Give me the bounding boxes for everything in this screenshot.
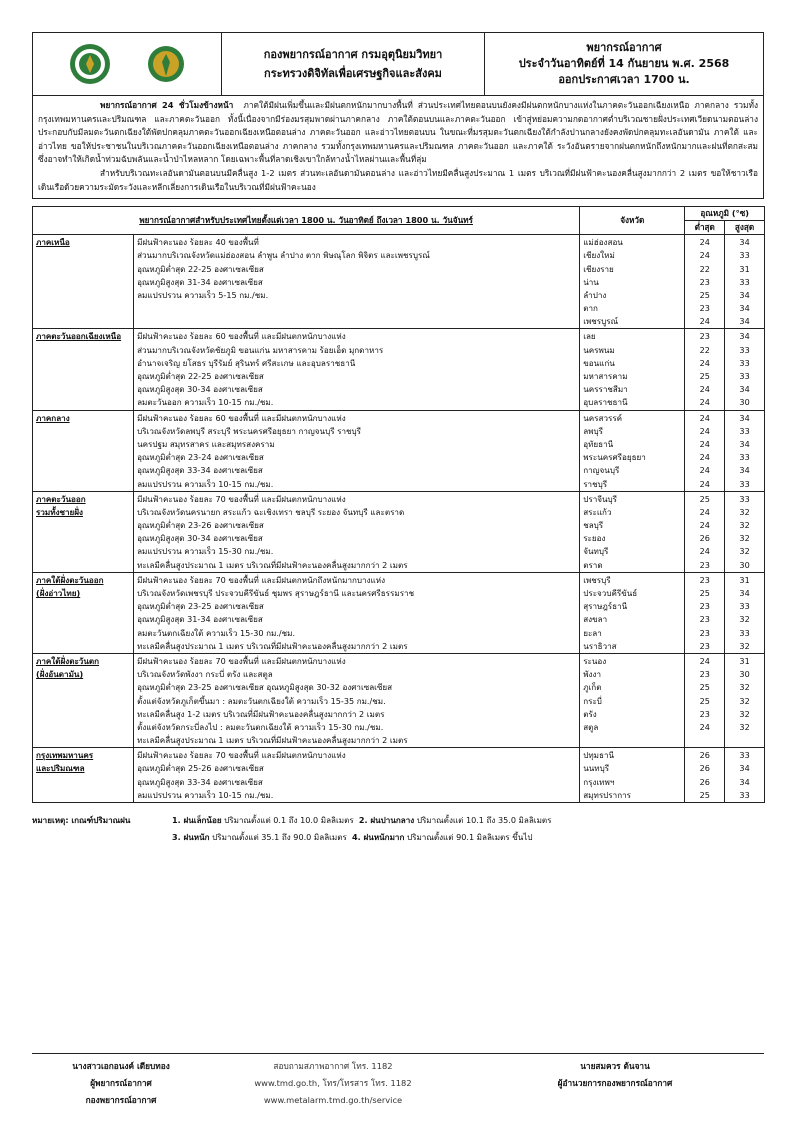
province-name: พระนครศรีอยุธยา (583, 452, 646, 463)
region-detail-line: ทะเลมีคลื่นสูง 1-2 เมตร บริเวณที่มีฝนฟ้าคะนองคลื่นสูงมากกว่า 2 เมตร (137, 708, 385, 719)
min-temp: 26 (699, 763, 710, 774)
footer-forecaster (36, 1058, 206, 1109)
min-temp: 23 (699, 669, 710, 680)
rain-note-items (172, 812, 552, 846)
region-name (33, 329, 134, 410)
min-temp: 24 (699, 397, 710, 408)
region-name-line: และปริมณฑล (36, 763, 85, 774)
province-list (580, 235, 685, 329)
header-max: สูงสุด (725, 221, 765, 235)
province-name: มหาสารคาม (583, 371, 628, 382)
forecast-table (32, 206, 765, 803)
max-temp: 33 (739, 452, 750, 463)
region-detail-line: ลมแปรปรวน ความเร็ว 15-30 กม./ชม. (137, 546, 274, 557)
region-detail-line: มีฝนฟ้าคะนอง ร้อยละ 60 ของพื้นที่ และมีฝนตกหนักบางแห่ง (137, 331, 346, 342)
max-temp: 33 (739, 601, 750, 612)
province-name: จันทบุรี (583, 546, 609, 557)
region-name-line: ภาคใต้ฝั่งตะวันตก (36, 655, 100, 666)
province-name: อุทัยธานี (583, 438, 614, 449)
rain-desc-4: ปริมาณตั้งแต่ 90.1 มิลลิเมตร ขึ้นไป (406, 832, 533, 843)
region-name-line: ภาคใต้ฝั่งตะวันออก (36, 574, 104, 585)
min-temp: 25 (699, 695, 710, 706)
max-temp: 30 (739, 397, 750, 408)
region-detail-line: ทะเลมีคลื่นสูงประมาณ 1 เมตร บริเวณที่มีฝนฟ้าคะนองคลื่นสูงมากกว่า 2 เมตร (137, 640, 408, 651)
min-temp: 24 (699, 425, 710, 436)
summary-lead: พยากรณ์อากาศ 24 ชั่วโมงข้างหน้า (100, 100, 234, 110)
max-temp: 32 (739, 640, 750, 651)
region-detail-line: ตั้งแต่จังหวัดกระบี่ลงไป : ลมตะวันตกเฉียงใต้ ความเร็ว 15-30 กม./ชม. (137, 721, 384, 732)
region-detail-line: มีฝนฟ้าคะนอง ร้อยละ 60 ของพื้นที่ และมีฝนตกหนักบางแห่ง (137, 412, 346, 423)
region-detail-line: ตั้งแต่จังหวัดภูเก็ตขึ้นมา : ลมตะวันตกเฉียงใต้ ความเร็ว 15-35 กม./ชม. (137, 695, 386, 706)
max-temp: 31 (739, 655, 750, 666)
max-temp-list (725, 653, 765, 747)
rain-desc-3: ปริมาณตั้งแต่ 35.1 ถึง 90.0 มิลลิเมตร (212, 832, 347, 843)
region-detail-line: ลมตะวันตกเฉียงใต้ ความเร็ว 15-30 กม./ชม. (137, 627, 296, 638)
rain-note (32, 812, 764, 846)
min-temp: 23 (699, 614, 710, 625)
min-temp: 24 (699, 520, 710, 531)
province-name: ขอนแก่น (583, 357, 615, 368)
region-row (33, 235, 765, 329)
province-name: ยะลา (583, 627, 602, 638)
region-detail-line: อุณหภูมิต่ำสุด 22-25 องศาเซลเซียส (137, 371, 264, 382)
province-name: พังงา (583, 669, 601, 680)
contact-phone: สอบถามสภาพอากาศ โทร. 1182 (273, 1061, 393, 1071)
min-temp: 25 (699, 789, 710, 800)
region-name-line: ภาคตะวันออก (36, 493, 86, 504)
director-role: ผู้อำนวยการกองพยากรณ์อากาศ (557, 1078, 673, 1088)
min-temp-list (685, 653, 725, 747)
province-name: นครพนม (583, 344, 615, 355)
max-temp-list (725, 410, 765, 491)
forecast-page (32, 32, 764, 846)
province-name: ชลบุรี (583, 520, 604, 531)
min-temp: 25 (699, 682, 710, 693)
header-province: จังหวัด (580, 207, 685, 235)
province-name: อุบลราชธานี (583, 397, 628, 408)
max-temp: 34 (739, 384, 750, 395)
max-temp: 33 (739, 425, 750, 436)
province-name: กรุงเทพฯ (583, 776, 615, 787)
min-temp-list (685, 491, 725, 572)
region-row (33, 410, 765, 491)
region-detail-line: อุณหภูมิสูงสุด 31-34 องศาเซลเซียส (137, 276, 263, 287)
max-temp: 34 (739, 588, 750, 599)
province-name: แม่ฮ่องสอน (583, 237, 623, 248)
max-temp: 34 (739, 438, 750, 449)
region-details (134, 748, 580, 803)
max-temp: 33 (739, 478, 750, 489)
mdes-logo-icon (146, 42, 186, 86)
region-name-line: ภาคเหนือ (36, 237, 70, 248)
province-name: ตาก (583, 303, 598, 314)
min-temp: 25 (699, 493, 710, 504)
max-temp: 30 (739, 669, 750, 680)
region-detail-line: อำนาจเจริญ ยโสธร บุรีรัมย์ สุรินทร์ ศรีสะเกษ และอุบลราชธานี (137, 357, 356, 368)
region-name (33, 748, 134, 803)
min-temp: 26 (699, 750, 710, 761)
forecast-date: ประจำวันอาทิตย์ที่ 14 กันยายน พ.ศ. 2568 (518, 57, 730, 70)
province-name: ประจวบคีรีขันธ์ (583, 588, 638, 599)
min-temp: 25 (699, 289, 710, 300)
header-temperature: อุณหภูมิ (°ซ) (685, 207, 765, 221)
min-temp: 23 (699, 627, 710, 638)
province-list (580, 653, 685, 747)
min-temp-list (685, 235, 725, 329)
max-temp: 34 (739, 289, 750, 300)
min-temp: 23 (699, 708, 710, 719)
region-detail-line: บริเวณจังหวัดนครนายก สระแก้ว ฉะเชิงเทรา ชลบุรี ระยอง จันทบุรี และตราด (137, 506, 405, 517)
region-name (33, 653, 134, 747)
forecaster-role: ผู้พยากรณ์อากาศ (90, 1078, 152, 1088)
min-temp: 24 (699, 478, 710, 489)
footer-divider (32, 1053, 764, 1054)
rain-term-4: 4. ฝนหนักมาก (352, 832, 405, 843)
region-row (33, 748, 765, 803)
province-name: ราชบุรี (583, 478, 608, 489)
max-temp: 32 (739, 695, 750, 706)
max-temp: 33 (739, 276, 750, 287)
rain-note-label: หมายเหตุ: เกณฑ์ปริมาณฝน (32, 815, 131, 826)
max-temp: 33 (739, 344, 750, 355)
region-name-line: รวมทั้งชายฝั่ง (36, 506, 83, 517)
region-detail-line: อุณหภูมิต่ำสุด 25-26 องศาเซลเซียส (137, 763, 264, 774)
province-name: นครสวรรค์ (583, 412, 623, 423)
region-detail-line: อุณหภูมิต่ำสุด 23-25 องศาเซลเซียส (137, 601, 264, 612)
region-details (134, 329, 580, 410)
province-name: ระนอง (583, 655, 607, 666)
org-line2: กระทรวงดิจิทัลเพื่อเศรษฐกิจและสังคม (264, 67, 442, 80)
org-line1: กองพยากรณ์อากาศ กรมอุตุนิยมวิทยา (263, 48, 443, 61)
max-temp: 33 (739, 371, 750, 382)
min-temp: 23 (699, 574, 710, 585)
region-detail-line: อุณหภูมิสูงสุด 30-34 องศาเซลเซียส (137, 533, 263, 544)
min-temp: 23 (699, 331, 710, 342)
max-temp: 34 (739, 331, 750, 342)
director-name: นายสมควร ต้นจาน (580, 1061, 650, 1071)
rain-term-2: 2. ฝนปานกลาง (358, 815, 415, 826)
min-temp: 24 (699, 316, 710, 327)
min-temp-list (685, 572, 725, 653)
header-forecast: พยากรณ์อากาศสำหรับประเทศไทยตั้งแต่เวลา 1800 น. วันอาทิตย์ ถึงเวลา 1800 น. วันจันทร์ (33, 207, 580, 235)
header-min: ต่ำสุด (685, 221, 725, 235)
province-name: ลำปาง (583, 289, 607, 300)
min-temp: 22 (699, 344, 710, 355)
forecast-summary (32, 96, 764, 199)
min-temp: 23 (699, 276, 710, 287)
province-name: นราธิวาส (583, 640, 617, 651)
max-temp: 32 (739, 708, 750, 719)
max-temp: 32 (739, 520, 750, 531)
region-name-line: กรุงเทพมหานคร (36, 750, 94, 761)
region-detail-line: อุณหภูมิสูงสุด 33-34 องศาเซลเซียส (137, 776, 263, 787)
region-detail-line: มีฝนฟ้าคะนอง ร้อยละ 70 ของพื้นที่ และมีฝนตกหนักถึงหนักมากบางแห่ง (137, 574, 386, 585)
province-name: สตูล (583, 721, 599, 732)
region-detail-line: มีฝนฟ้าคะนอง ร้อยละ 40 ของพื้นที่ (137, 237, 259, 248)
max-temp: 32 (739, 546, 750, 557)
summary-para2: สำหรับบริเวณทะเลอันดามันตอนบนมีคลื่นสูง 1-2 เมตร ส่วนทะเลอันดามันตอนล่าง และอ่าวไทยมีคลื่นสูงประมาณ 1 เมตร บริเวณที่มีฝนฟ้าคะนองคลื่นสูงมากกว่า 2 เมตร ขอให้ชาวเรือเดินเรือด้วยความระมัดระวังและหลีกเลี่ยงการเดินเรือในบริเวณที่มีฝนฟ้าคะนอง (38, 167, 758, 192)
region-detail-line: ลมแปรปรวน ความเร็ว 5-15 กม./ชม. (137, 289, 269, 300)
min-temp: 23 (699, 559, 710, 570)
region-detail-line: อุณหภูมิต่ำสุด 23-24 องศาเซลเซียส (137, 452, 264, 463)
contact-service-link[interactable]: www.metalarm.tmd.go.th/service (263, 1095, 403, 1105)
region-detail-line: ทะเลมีคลื่นสูงประมาณ 1 เมตร บริเวณที่มีฝนฟ้าคะนองคลื่นสูงมากกว่า 2 เมตร (137, 735, 408, 746)
province-list (580, 491, 685, 572)
province-name: นครราชสีมา (583, 384, 628, 395)
min-temp: 24 (699, 655, 710, 666)
max-temp: 34 (739, 465, 750, 476)
province-name: ภูเก็ต (583, 682, 602, 693)
max-temp: 34 (739, 303, 750, 314)
summary-para1: ภาคใต้มีฝนเพิ่มขึ้นและมีฝนตกหนักมากบางพื้นที่ ส่วนประเทศไทยตอนบนยังคงมีฝนตกหนักบางแห่งในภาคตะวันออกเฉียงเหนือ ภาคกลาง รวมทั้งกรุงเทพมหานครและปริมณฑล และภาคตะวันออก ทั้งนี้เนื่องจากมีร่องมรสุมพาดผ่านภาคกลาง ภาคใต้ตอนบนและภาคตะวันออก เข้าสู่หย่อมความกดอากาศต่ำบริเวณชายฝั่งประเทศเวียดนามตอนล่าง ประกอบกับมีลมตะวันตกเฉียงใต้พัดปกคลุมภาคตะวันออกเฉียงเหนือตอนล่าง ภาคตะวันออก และอ่าวไทยตอนบน ในขณะที่มรสุมตะวันตกเฉียงใต้กำลังปานกลางยังคงพัดปกคลุมทะเลอันดามัน ภาคใต้ และอ่าวไทย ขอให้ประชาชนในบริเวณภาคตะวันออกเฉียงเหนือตอนล่าง ภาคกลาง รวมทั้งกรุงเทพมหานครและปริมณฑล ภาคตะวันออก และภาคใต้ ระวังอันตรายจากฝนตกหนักถึงหนักมากและฝนที่ตกสะสมซึ่งอาจทำให้เกิดน้ำท่วมฉับพลันและน้ำป่าไหลหลาก โดยเฉพาะพื้นที่ลาดเชิงเขาใกล้ทางน้ำไหลผ่านและพื้นที่ลุ่ม (38, 100, 758, 165)
min-temp: 24 (699, 721, 710, 732)
region-detail-line: อุณหภูมิต่ำสุด 23-25 องศาเซลเซียส อุณหภูมิสูงสุด 30-32 องศาเซลเซียส (137, 682, 393, 693)
max-temp: 33 (739, 250, 750, 261)
min-temp: 25 (699, 371, 710, 382)
region-detail-line: บริเวณจังหวัดพังงา กระบี่ ตรัง และสตูล (137, 669, 273, 680)
org-block (222, 33, 485, 95)
region-detail-line: ลมตะวันออก ความเร็ว 10-15 กม./ชม. (137, 397, 274, 408)
min-temp: 25 (699, 588, 710, 599)
max-temp: 34 (739, 763, 750, 774)
max-temp-list (725, 748, 765, 803)
forecaster-unit: กองพยากรณ์อากาศ (85, 1095, 157, 1105)
province-name: เพชรบุรี (583, 574, 611, 585)
region-details (134, 235, 580, 329)
max-temp: 34 (739, 237, 750, 248)
region-name (33, 235, 134, 329)
province-name: กาญจนบุรี (583, 465, 620, 476)
max-temp: 32 (739, 614, 750, 625)
logo-group (33, 33, 222, 95)
forecast-issued: ออกประกาศเวลา 1700 น. (558, 73, 690, 86)
region-detail-line: นครปฐม สมุทรสาคร และสมุทรสงคราม (137, 438, 275, 449)
province-name: สุราษฎร์ธานี (583, 601, 628, 612)
min-temp: 24 (699, 546, 710, 557)
max-temp: 33 (739, 789, 750, 800)
min-temp-list (685, 748, 725, 803)
region-detail-line: อุณหภูมิสูงสุด 31-34 องศาเซลเซียส (137, 614, 263, 625)
rain-term-1: 1. ฝนเล็กน้อย (172, 815, 222, 826)
region-row (33, 491, 765, 572)
min-temp: 23 (699, 601, 710, 612)
rain-desc-1: ปริมาณตั้งแต่ 0.1 ถึง 10.0 มิลลิเมตร (224, 815, 354, 826)
forecast-table-body (33, 235, 765, 803)
header (32, 32, 764, 96)
region-name-line: ภาคตะวันออกเฉียงเหนือ (36, 331, 122, 342)
min-temp: 24 (699, 250, 710, 261)
min-temp-list (685, 329, 725, 410)
region-detail-line: มีฝนฟ้าคะนอง ร้อยละ 70 ของพื้นที่ และมีฝนตกหนักบางแห่ง (137, 655, 346, 666)
max-temp: 33 (739, 357, 750, 368)
province-name: สระแก้ว (583, 506, 612, 517)
province-name: ตรัง (583, 708, 597, 719)
max-temp: 34 (739, 316, 750, 327)
region-detail-line: ทะเลมีคลื่นสูงประมาณ 1 เมตร บริเวณที่มีฝนฟ้าคะนองคลื่นสูงมากกว่า 2 เมตร (137, 559, 408, 570)
min-temp: 24 (699, 465, 710, 476)
region-detail-line: ลมแปรปรวน ความเร็ว 10-15 กม./ชม. (137, 789, 274, 800)
province-name: นนทบุรี (583, 763, 610, 774)
max-temp: 33 (739, 493, 750, 504)
min-temp-list (685, 410, 725, 491)
tmd-logo-icon (68, 42, 112, 86)
rain-term-3: 3. ฝนหนัก (172, 832, 210, 843)
max-temp: 32 (739, 682, 750, 693)
region-name (33, 491, 134, 572)
forecast-title-block (485, 33, 763, 95)
province-list (580, 748, 685, 803)
contact-website[interactable]: www.tmd.go.th, โทร/โทรสาร โทร. 1182 (254, 1078, 412, 1088)
forecaster-name: นางสาวเอกอนงค์ เดียบทอง (72, 1061, 170, 1071)
region-name-line: ภาคกลาง (36, 412, 70, 423)
max-temp: 32 (739, 721, 750, 732)
max-temp: 31 (739, 574, 750, 585)
region-detail-line: อุณหภูมิสูงสุด 33-34 องศาเซลเซียส (137, 465, 263, 476)
region-row (33, 653, 765, 747)
province-name: เชียงใหม่ (583, 250, 615, 261)
province-name: สงขลา (583, 614, 608, 625)
region-detail-line: ส่วนมากบริเวณจังหวัดแม่ฮ่องสอน ลำพูน ลำปาง ตาก พิษณุโลก พิจิตร และเพชรบูรณ์ (137, 250, 430, 261)
province-name: กระบี่ (583, 695, 602, 706)
region-detail-line: ส่วนมากบริเวณจังหวัดชัยภูมิ ขอนแก่น มหาสารคาม ร้อยเอ็ด มุกดาหาร (137, 344, 384, 355)
region-detail-line: อุณหภูมิต่ำสุด 23-26 องศาเซลเซียส (137, 520, 264, 531)
max-temp: 31 (739, 263, 750, 274)
region-details (134, 653, 580, 747)
region-name-line: (ฝั่งอันดามัน) (36, 669, 84, 680)
min-temp: 24 (699, 384, 710, 395)
min-temp: 24 (699, 452, 710, 463)
region-detail-line: อุณหภูมิสูงสุด 30-34 องศาเซลเซียส (137, 384, 263, 395)
min-temp: 23 (699, 303, 710, 314)
province-name: ปทุมธานี (583, 750, 615, 761)
min-temp: 24 (699, 412, 710, 423)
region-details (134, 572, 580, 653)
min-temp: 24 (699, 506, 710, 517)
footer-contact (218, 1058, 448, 1109)
min-temp: 26 (699, 533, 710, 544)
footer-director (500, 1058, 730, 1092)
region-detail-line: บริเวณจังหวัดลพบุรี สระบุรี พระนครศรีอยุธยา กาญจนบุรี ราชบุรี (137, 425, 362, 436)
region-name (33, 572, 134, 653)
forecast-title: พยากรณ์อากาศ (586, 41, 662, 54)
province-name: ลพบุรี (583, 425, 603, 436)
min-temp: 22 (699, 263, 710, 274)
province-list (580, 572, 685, 653)
province-name: ตราด (583, 559, 603, 570)
province-name: ระยอง (583, 533, 606, 544)
max-temp-list (725, 491, 765, 572)
region-details (134, 491, 580, 572)
region-details (134, 410, 580, 491)
max-temp-list (725, 235, 765, 329)
max-temp-list (725, 572, 765, 653)
max-temp: 34 (739, 776, 750, 787)
province-name: สมุทรปราการ (583, 789, 631, 800)
region-name-line: (ฝั่งอ่าวไทย) (36, 588, 81, 599)
region-detail-line: ลมแปรปรวน ความเร็ว 10-15 กม./ชม. (137, 478, 274, 489)
region-detail-line: บริเวณจังหวัดเพชรบุรี ประจวบคีรีขันธ์ ชุมพร สุราษฎร์ธานี และนครศรีธรรมราช (137, 588, 415, 599)
min-temp: 26 (699, 776, 710, 787)
max-temp: 33 (739, 750, 750, 761)
region-detail-line: มีฝนฟ้าคะนอง ร้อยละ 70 ของพื้นที่ และมีฝนตกหนักบางแห่ง (137, 493, 346, 504)
province-name: น่าน (583, 276, 599, 287)
min-temp: 24 (699, 357, 710, 368)
max-temp-list (725, 329, 765, 410)
region-detail-line: มีฝนฟ้าคะนอง ร้อยละ 70 ของพื้นที่ และมีฝนตกหนักบางแห่ง (137, 750, 346, 761)
min-temp: 24 (699, 237, 710, 248)
province-name: เชียงราย (583, 263, 614, 274)
region-detail-line: อุณหภูมิต่ำสุด 22-25 องศาเซลเซียส (137, 263, 264, 274)
max-temp: 33 (739, 627, 750, 638)
min-temp: 23 (699, 640, 710, 651)
max-temp: 34 (739, 412, 750, 423)
min-temp: 24 (699, 438, 710, 449)
province-name: ปราจีนบุรี (583, 493, 617, 504)
max-temp: 32 (739, 533, 750, 544)
province-name: เพชรบูรณ์ (583, 316, 619, 327)
region-name (33, 410, 134, 491)
rain-desc-2: ปริมาณตั้งแต่ 10.1 ถึง 35.0 มิลลิเมตร (416, 815, 552, 826)
region-row (33, 329, 765, 410)
max-temp: 32 (739, 506, 750, 517)
region-row (33, 572, 765, 653)
max-temp: 30 (739, 559, 750, 570)
province-name: เลย (583, 331, 596, 342)
province-list (580, 329, 685, 410)
province-list (580, 410, 685, 491)
